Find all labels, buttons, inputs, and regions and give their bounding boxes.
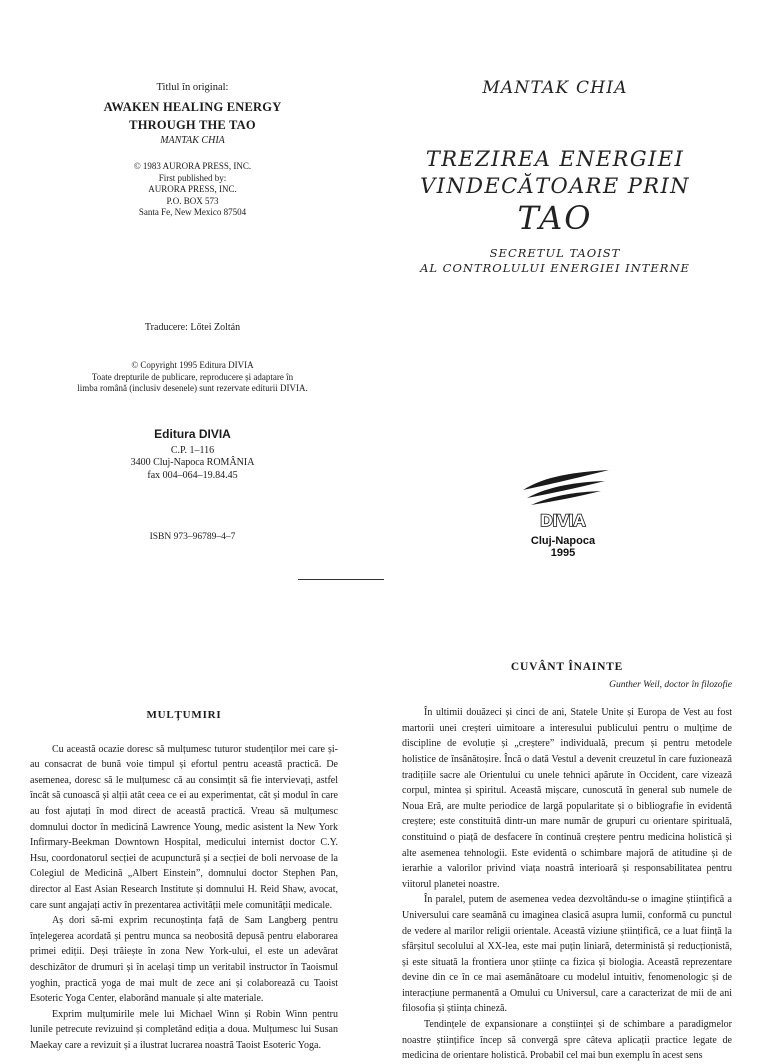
paragraph: Aș dori să-mi exprim recunoștința față de Sam Langberg pentru înțelegerea acordată și pentru munca sa neobosită depusă pentru elaborarea primei ediții. Deși trăiește în zona New York-ului, el este un adevărat deschizător de drumuri și în același timp un veritabil instructor în Taoismul yoghin, practică yoga de mai mult de zece ani și colaborează cu Taoist Esoteric Yoga Center, elaborând manuale și alte materiale. [30,915,338,1005]
paragraph: Tendințele de expansionare a conștiinței și de schimbare a paradigmelor noastre științifice încep să convergă spre câteva aplicații practice legate de medicina de orientare holistică. Probabil cel mai bun exemplu în acest sens [402,1019,732,1062]
publisher-line: AURORA PRESS, INC. [148,184,237,194]
address-line: 3400 Cluj-Napoca ROMÂNIA [130,457,255,468]
copyright-line: © Copyright 1995 Editura DIVIA [131,360,254,370]
publisher-line: © 1983 AURORA PRESS, INC. [133,161,252,171]
original-title-line-2: THROUGH THE TAO [129,117,256,132]
original-author: MANTAK CHIA [160,134,225,146]
copyright-line: Toate drepturile de publicare, reproducere și adaptare în [91,371,294,382]
address-line: C.P. 1–116 [170,444,215,456]
translator-credit: Traducere: Lőtei Zoltán [144,322,241,333]
publisher-line: First published by: [158,172,227,183]
original-title [60,98,325,134]
author-name: MANTAK CHIA [482,78,628,98]
subtitle-line-2: AL CONTROLULUI ENERGIEI INTERNE [420,261,690,275]
divia-wordmark [518,510,608,530]
foreword-section [402,660,732,1064]
paragraph: În ultimii douăzeci și cinci de ani, Statele Unite și Europa de Vest au fost martorii unei creșteri uimitoare a interesului publicului pentru o mulțime de discipline de evoluție și „creștere” individuală, precum și pentru metodele holistice de însănătoșire. Încă o dată Vestul a devenit creuzetul în care fuzionează tradițiile sacre ale Orientului cu unele tehnici apărute în Occident, care vizează corpul, mintea și spiritul. Această mișcare, cunoscută în general sub numele de Noua Eră, are multe periodice de largă popularitate și o bibliografie în evidentă creștere; este constituită dintr-un mare număr de grupuri cu orientare spirituală, constituind o piață de desfacere în continuă creștere pentru medicina holistică și alte asemenea tehnologii. Este evidentă o schimbare majoră de atitudine și de ierarhie a valorilor privind viața noastră interioară și responsabilitatea pentru viitorul planetei noastre. [402,707,732,890]
publisher-line: Santa Fe, New Mexico 87504 [138,207,247,217]
title-page [400,78,710,276]
logo-year: 1995 [550,547,576,559]
foreword-heading: CUVÂNT ÎNAINTE [510,661,624,673]
subtitle-line-1: SECRETUL TAOIST [489,246,621,260]
publisher-info [60,161,325,219]
logo-city: Cluj-Napoca [530,535,596,547]
publisher-address [60,428,325,482]
original-title-label: Titlul în original: [156,82,229,93]
book-title-line-2: VINDECĂTOARE PRIN [420,174,690,198]
copyright-notice [40,360,345,395]
acknowledgements-heading: MULȚUMIRI [146,709,222,721]
paragraph: În paralel, putem de asemenea vedea dezvoltându-se o imagine științifică a Universului care seamănă cu imaginea clasică asupra lumii, conformă cu punctul de vedere al marilor religii orientale. Această viziune științifică, ce a luat ființă la sfârșitul secolului al XX-lea, este mai puțin liniară, deterministă și reducționistă, și este situată la frontiera unor științe ca fizica și biologia. Această reprezentare devine din ce în ce mai asemănătoare cu modelul intuitiv, fenomenologic și de interacțiune permanentă a Omului cu Universul, care a caracterizat de mii de ani filosofia și știința chineză. [402,894,732,1015]
address-line: fax 004–064–19.84.45 [147,469,238,481]
original-title-line-1: AWAKEN HEALING ENERGY [103,99,282,114]
foreword-byline: Gunther Weil, doctor în filozofie [609,679,732,690]
logo-name: DIVIA [540,511,586,530]
publisher-line: P.O. BOX 573 [166,195,219,206]
isbn: ISBN 973–96789–4–7 [149,532,236,542]
book-title-line-3: TAO [517,199,593,237]
copyright-line: limba română (inclusiv desenele) sunt rezervate editurii DIVIA. [77,383,308,393]
book-title-line-1: TREZIREA ENERGIEI [425,147,685,171]
paragraph: Exprim mulțumirile mele lui Michael Winn și Robin Winn pentru lunile petrecute revizuind și completând ediția a doua. Mulțumesc lui Susan Maekay care a revizuit și a ilustrat lucrarea noastră Taoist Esoteric Yoga. [30,1008,338,1051]
divider [298,579,384,580]
paragraph: Cu această ocazie doresc să mulțumesc tuturor studenților mei care și-au consacrat de bună voie timpul și efortul pentru această practică. De asemenea, doresc să le mulțumesc că au consimțit să fie intervievați, astfel încât să cunoască și alții atât ceea ce ei au experimentat, cât și modul în care au fost ajutați în mod direct de această practică. Vreau să mulțumesc domnului doctor în medicină Lawrence Young, medic asistent la New York Infirmary-Beekman Downtown Hospital, medicului internist doctor C.Y. Hsu, coordonatorul secției de acupunctură și a secției de boli nervoase de la Colegiul de Medicină „Albert Einstein”, domnului doctor Stephen Pan, director al East Asian Research Institute și domnului H. Reid Shaw, avocat, care sunt angajați activ în prezentarea activității mele comunității medicale. [30,743,338,911]
publisher-name: Editura DIVIA [154,427,231,441]
logo-block [488,510,638,559]
acknowledgements-section [30,708,338,1053]
colophon [60,82,325,219]
